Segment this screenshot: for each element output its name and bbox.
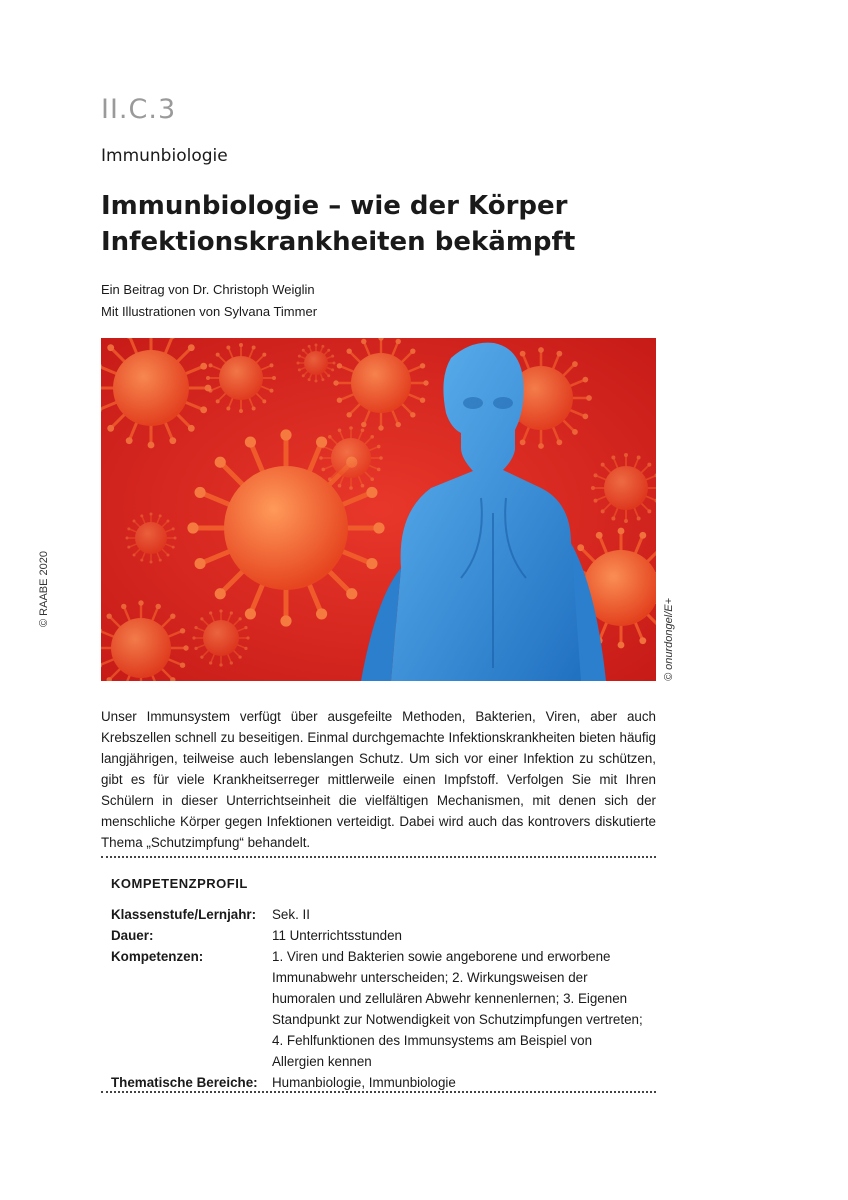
side-copyright: © RAABE 2020 <box>38 551 50 627</box>
intro-paragraph: Unser Immunsystem verfügt über ausgefeilte Methoden, Bakterien, Viren, aber auch Krebszellen schnell zu beseitigen. Einmal durchgemachte Infektionskrankheiten bieten häufig langjährigen, teilweise auch lebenslangen Schutz. Um sich vor einer Infektion zu schützen, gibt es für viele Krankheitserreger mittlerweile einen Impfstoff. Verfolgen Sie mit Ihren Schülern in dieser Unterrichtseinheit die vielfältigen Mechanismen, mit denen sich der menschliche Körper gegen Infektionen verteidigt. Dabei wird auch das kontrovers diskutierte Thema „Schutzimpfung“ behandelt. <box>101 709 656 850</box>
profile-row-grade <box>111 904 651 925</box>
virus-particle <box>319 426 383 490</box>
cover-photo <box>101 338 656 681</box>
profile-value: Sek. II <box>272 907 310 922</box>
profile-value: 1. Viren und Bakterien sowie angeborene und erworbene Immunabwehr unterscheiden; 2. Wirkungsweisen der humoralen und zellulären Abwehr kennenlernen; 3. Eigenen Standpunkt zur Notwendigkeit von Schutzimpfungen vertreten; 4. Fehlfunktionen des Immunsystems am Beispiel von Allergien kennen <box>272 949 643 1069</box>
title-line-1: Immunbiologie – wie der Körper <box>101 191 568 221</box>
profile-label: Thematische Bereiche: <box>111 1075 258 1090</box>
divider-bottom <box>101 1091 656 1093</box>
divider-top <box>101 856 656 858</box>
photo-credit: © onurdongel/E+ <box>663 597 675 681</box>
profile-label: Klassenstufe/Lernjahr: <box>111 907 257 922</box>
virus-particle <box>192 609 249 666</box>
competence-profile <box>111 904 651 1093</box>
virus-body-illustration <box>101 338 656 681</box>
section-code: II.C.3 <box>101 94 177 125</box>
illustrator-credit: Mit Illustrationen von Sylvana Timmer <box>101 304 318 319</box>
virus-particle <box>206 343 276 413</box>
virus-particle <box>126 513 177 564</box>
section-topic: Immunbiologie <box>101 146 228 166</box>
profile-value: 11 Unterrichtsstunden <box>272 928 403 943</box>
profile-label: Dauer: <box>111 928 154 943</box>
credits <box>101 279 317 323</box>
profile-label: Kompetenzen: <box>111 949 204 964</box>
page-title <box>101 188 575 260</box>
profile-row-competences <box>111 946 651 1072</box>
profile-row-duration <box>111 925 651 946</box>
title-line-2: Infektionskrankheiten bekämpft <box>101 227 576 257</box>
profile-heading: KOMPETENZPROFIL <box>111 876 248 891</box>
virus-particle <box>297 344 336 383</box>
profile-row-topics <box>111 1072 651 1093</box>
author-credit: Ein Beitrag von Dr. Christoph Weiglin <box>101 282 315 297</box>
profile-value: Humanbiologie, Immunbiologie <box>272 1075 456 1090</box>
